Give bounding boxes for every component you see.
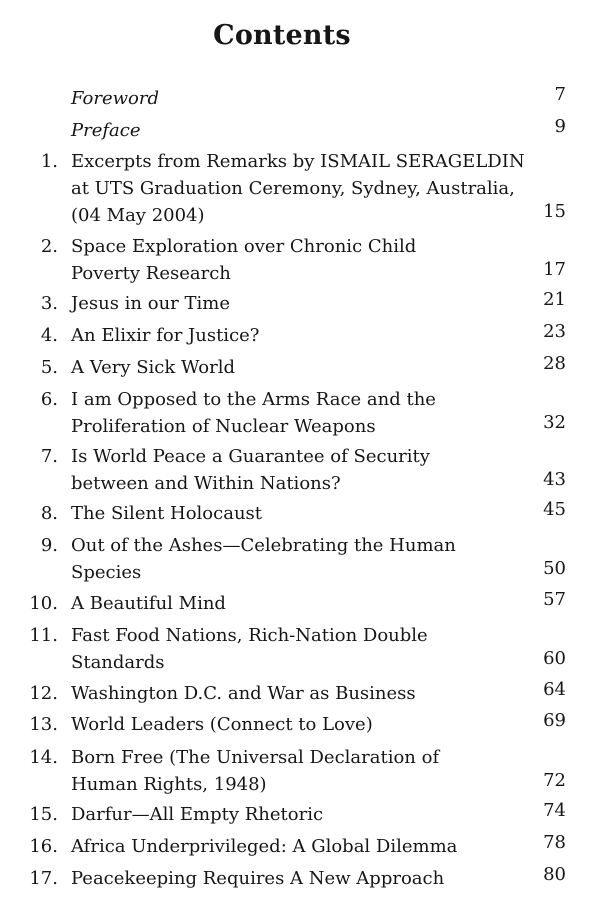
entry-number: 6.: [40, 389, 58, 410]
entry-title-line: Is World Peace a Guarantee of Security: [71, 446, 430, 467]
entry-number: 9.: [40, 535, 58, 556]
entry-title-line: Poverty Research: [71, 263, 231, 284]
entry-title: [71, 322, 551, 349]
entry-number: 12.: [29, 683, 58, 704]
entry-title-line: Standards: [71, 652, 165, 673]
entry-page-number: 69: [543, 710, 566, 731]
entry-page-number: 9: [554, 116, 566, 137]
entry-number: 8.: [40, 503, 58, 524]
entry-page-number: 21: [543, 289, 566, 310]
entry-number: 15.: [29, 804, 58, 825]
entry-number: 16.: [29, 836, 58, 857]
entry-title-line: An Elixir for Justice?: [71, 325, 260, 346]
entry-number: 2.: [40, 236, 58, 257]
entry-page-number: 60: [543, 648, 566, 669]
entry-page-number: 80: [543, 864, 566, 885]
entry-title: [71, 680, 551, 707]
entry-title-line: Washington D.C. and War as Business: [71, 683, 416, 704]
entry-page-number: 15: [543, 201, 566, 222]
entry-title: [71, 865, 551, 892]
entry-title-line: between and Within Nations?: [71, 473, 341, 494]
entry-title: [71, 85, 551, 112]
entry-title-line: I am Opposed to the Arms Race and the: [71, 389, 436, 410]
entry-title-line: Jesus in our Time: [71, 293, 230, 314]
entry-number: 4.: [40, 325, 58, 346]
entry-number: 10.: [29, 593, 58, 614]
entry-title-line: Excerpts from Remarks by ISMAIL SERAGELDIN: [71, 151, 525, 172]
entry-page-number: 28: [543, 353, 566, 374]
entry-title: [71, 290, 551, 317]
entry-page-number: 43: [543, 469, 566, 490]
entry-title: [71, 443, 551, 497]
entry-number: 17.: [29, 868, 58, 889]
entry-title-line: A Very Sick World: [71, 357, 236, 378]
entry-page-number: 74: [543, 800, 566, 821]
entry-title-line: The Silent Holocaust: [71, 503, 263, 524]
entry-page-number: 64: [543, 679, 566, 700]
entry-number: 11.: [29, 625, 58, 646]
entry-title-line: Foreword: [71, 88, 159, 109]
entry-title: [71, 148, 551, 229]
entry-page-number: 23: [543, 321, 566, 342]
entry-title-line: Human Rights, 1948): [71, 774, 267, 795]
entry-number: 1.: [40, 151, 58, 172]
entry-number: 5.: [40, 357, 58, 378]
entry-title: [71, 711, 551, 738]
entry-title-line: Born Free (The Universal Declaration of: [71, 747, 440, 768]
entry-title-line: Proliferation of Nuclear Weapons: [71, 416, 376, 437]
entry-title: [71, 833, 551, 860]
entry-page-number: 32: [543, 412, 566, 433]
entry-number: 13.: [29, 714, 58, 735]
entry-number: 7.: [40, 446, 58, 467]
entry-title: [71, 354, 551, 381]
entry-title-line: Africa Underprivileged: A Global Dilemma: [71, 836, 458, 857]
entry-title-line: (04 May 2004): [71, 205, 205, 226]
entry-title: [71, 532, 551, 586]
entry-title: [71, 622, 551, 676]
entry-title: [71, 500, 551, 527]
entry-title: [71, 233, 551, 287]
entry-page-number: 7: [554, 84, 566, 105]
entry-title-line: Space Exploration over Chronic Child: [71, 236, 417, 257]
entry-page-number: 57: [543, 589, 566, 610]
entry-title: [71, 117, 551, 144]
entry-title-line: Fast Food Nations, Rich-Nation Double: [71, 625, 428, 646]
entry-page-number: 50: [543, 558, 566, 579]
entry-page-number: 17: [543, 259, 566, 280]
entry-title-line: Peacekeeping Requires A New Approach: [71, 868, 445, 889]
entry-title-line: World Leaders (Connect to Love): [71, 714, 373, 735]
entry-page-number: 78: [543, 832, 566, 853]
entry-title-line: Preface: [71, 120, 141, 141]
entry-title-line: at UTS Graduation Ceremony, Sydney, Australia,: [71, 178, 515, 199]
entry-title-line: Species: [71, 562, 142, 583]
entry-page-number: 72: [543, 770, 566, 791]
entry-title-line: Out of the Ashes—Celebrating the Human: [71, 535, 456, 556]
entry-page-number: 45: [543, 499, 566, 520]
entry-number: 14.: [29, 747, 58, 768]
entry-title: [71, 590, 551, 617]
entry-title: [71, 801, 551, 828]
entry-title-line: A Beautiful Mind: [71, 593, 226, 614]
page-title: Contents: [213, 20, 351, 51]
entry-title: [71, 386, 551, 440]
entry-title-line: Darfur—All Empty Rhetoric: [71, 804, 324, 825]
entry-number: 3.: [40, 293, 58, 314]
entry-title: [71, 744, 551, 798]
